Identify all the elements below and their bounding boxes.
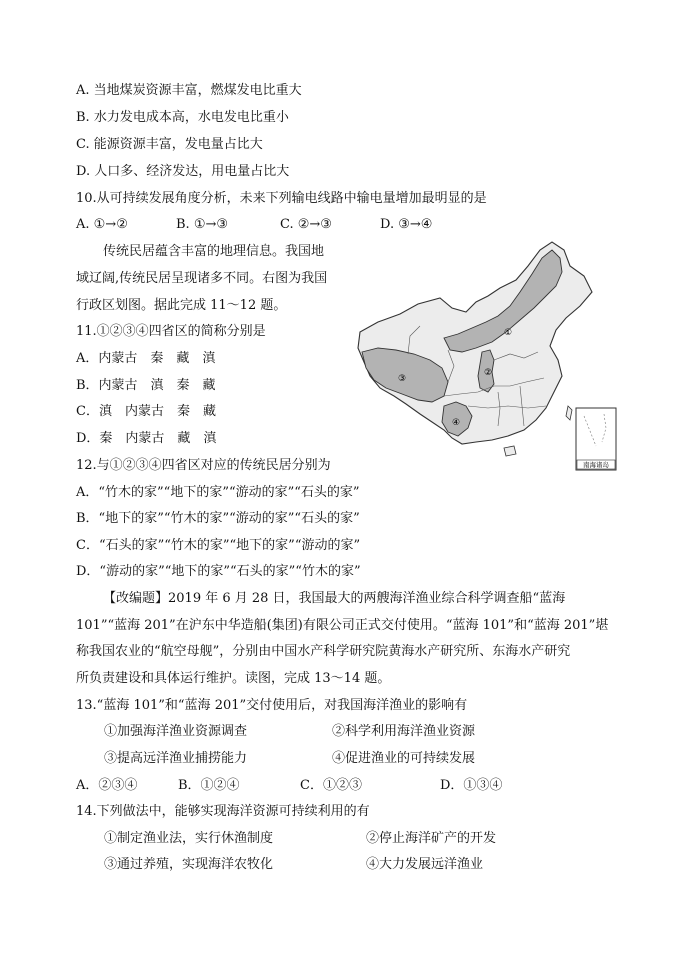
q14-item-1: ①制定渔业法，实行休渔制度 [104,831,274,846]
q13-option-a: A．②③④ [76,778,138,793]
q13-item-2: ②科学利用海洋渔业资源 [332,724,476,739]
inset-label: 南海诸岛 [583,461,609,469]
q14-item-4: ④大力发展远洋渔业 [366,857,484,872]
q12-option-a: A．“竹木的家”“地下的家”“游动的家”“石头的家” [76,485,360,500]
intro-13-14-line4: 所负责建设和具体运行维护。读图，完成 13～14 题。 [76,671,391,686]
q11-option-c: C．滇 内蒙古 秦 藏 [76,404,216,419]
q9-option-c: C. 能源资源丰富，发电量占比大 [76,137,263,152]
q13-stem: 13.“蓝海 101”和“蓝海 201”交付使用后，对我国海洋渔业的影响有 [76,698,468,713]
q11-stem: 11.①②③④四省区的简称分别是 [76,324,266,339]
map-label-3: ③ [397,374,407,384]
intro-11-12-line2: 域辽阔,传统民居呈现诸多不同。右图为我国 [76,271,328,286]
q11-option-d: D．秦 内蒙古 藏 滇 [76,431,217,446]
map-label-1: ① [503,328,513,338]
china-province-map [348,236,618,471]
q12-stem: 12.与①②③④四省区对应的传统民居分别为 [76,458,331,473]
q10-option-a: A. ①→② [76,217,128,232]
intro-13-14-line2: 101”“蓝海 201”在沪东中华造船(集团)有限公司正式交付使用。“蓝海 101”和“蓝海 201”堪 [76,618,609,633]
q13-options [76,777,502,795]
q12-option-b: B．“地下的家”“竹木的家”“游动的家”“石头的家” [76,511,360,526]
q12-option-d: D．“游动的家”“地下的家”“石头的家”“竹木的家” [76,564,361,579]
q9-option-b: B. 水力发电成本高，水电发电比重小 [76,110,289,125]
q11-option-b: B．内蒙古 滇 秦 藏 [76,378,216,393]
intro-11-12-line1: 传统民居蕴含丰富的地理信息。我国地 [103,244,325,259]
q13-option-d: D．①③④ [440,778,503,793]
q10-options [76,216,432,234]
taiwan-island [566,406,572,420]
south-china-sea-inset [576,408,616,470]
map-label-2: ② [483,368,493,378]
map-label-4: ④ [451,418,461,428]
intro-13-14-line3: 称我国农业的“航空母舰”，分别由中国水产科学研究院黄海水产研究所、东海水产研究 [76,644,571,659]
q10-option-c: C. ②→③ [280,217,332,232]
q10-option-b: B. ①→③ [176,217,229,232]
hainan-island [504,446,516,456]
q10-stem: 10.从可持续发展角度分析，未来下列输电线路中输电量增加最明显的是 [76,191,487,206]
intro-13-14-line1: 【改编题】2019 年 6 月 28 日，我国最大的两艘海洋渔业综合科学调查船“蓝海 [103,591,566,606]
q9-option-d: D. 人口多、经济发达，用电量占比大 [76,164,290,179]
q14-item-3: ③通过养殖，实现海洋农牧化 [104,857,274,872]
intro-11-12-line3: 行政区划图。据此完成 11～12 题。 [76,298,287,313]
q13-item-4: ④促进渔业的可持续发展 [332,751,476,766]
q13-item-1: ①加强海洋渔业资源调查 [104,724,248,739]
q13-item-3: ③提高远洋渔业捕捞能力 [104,751,248,766]
q14-stem: 14.下列做法中，能够实现海洋资源可持续利用的有 [76,804,370,819]
q9-option-a: A. 当地煤炭资源丰富，燃煤发电比重大 [76,83,302,98]
q11-option-a: A．内蒙古 秦 藏 滇 [76,351,216,366]
q10-option-d: D. ③→④ [380,217,433,232]
q13-option-c: C．①②③ [300,778,362,793]
q13-option-b: B．①②④ [178,778,240,793]
q12-option-c: C．“石头的家”“竹木的家”“地下的家”“游动的家” [76,538,361,553]
q14-item-2: ②停止海洋矿产的开发 [366,831,497,846]
